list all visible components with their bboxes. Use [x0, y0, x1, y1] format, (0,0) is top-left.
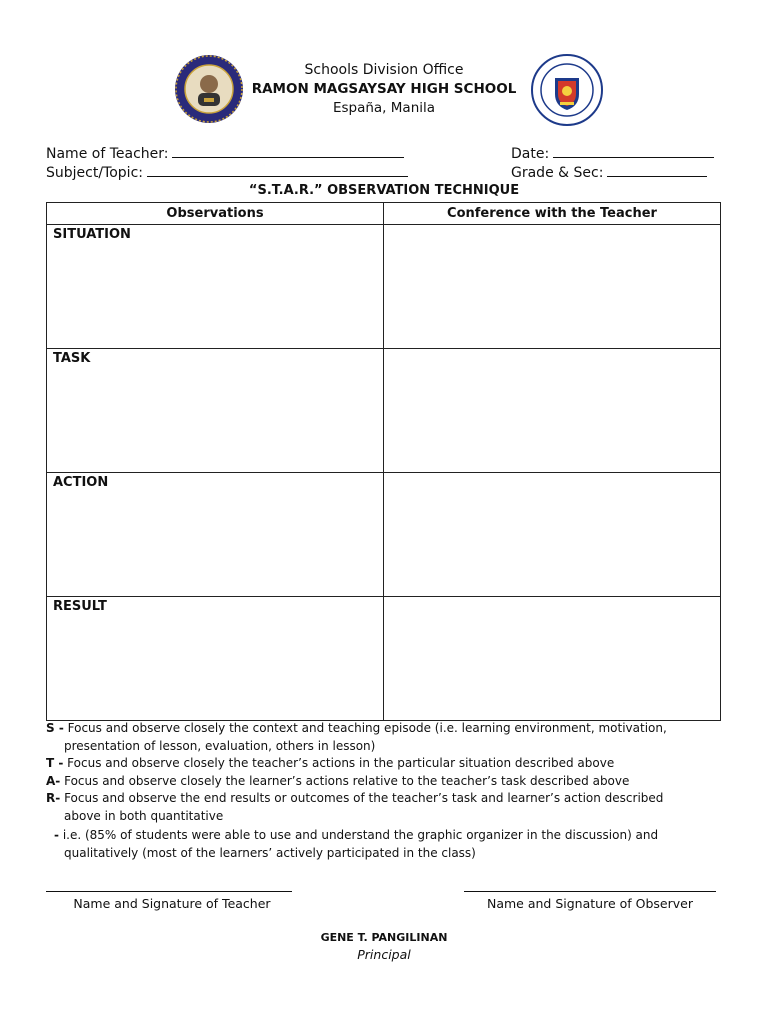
- school-name: RAMON MAGSAYSAY HIGH SCHOOL: [251, 81, 517, 97]
- situation-observation-cell[interactable]: [47, 225, 384, 349]
- note-a-key: A-: [46, 773, 61, 788]
- note-a-text: Focus and observe closely the learner’s actions relative to the teacher’s task described above: [64, 773, 630, 788]
- grade-section-label: Grade & Sec:: [511, 165, 604, 181]
- note-a: [46, 773, 736, 791]
- task-row: [47, 349, 721, 473]
- teacher-name-field[interactable]: [46, 143, 404, 162]
- situation-conference-cell[interactable]: [384, 225, 721, 349]
- result-observation-cell[interactable]: [47, 597, 384, 721]
- star-observation-table: [46, 202, 721, 721]
- note-s: [46, 720, 736, 738]
- note-s-text: Focus and observe closely the context and teaching episode (i.e. learning environment, motivation,: [67, 721, 667, 735]
- action-label: ACTION: [53, 475, 109, 490]
- table-header-row: [47, 203, 721, 225]
- subject-topic-field[interactable]: [46, 162, 408, 181]
- teacher-signature-label: Name and Signature of Teacher: [73, 896, 271, 911]
- date-field[interactable]: [511, 143, 714, 162]
- school-location: España, Manila: [332, 100, 436, 116]
- situation-label: SITUATION: [53, 227, 131, 242]
- observer-signature-line[interactable]: [464, 891, 716, 892]
- action-observation-cell[interactable]: [47, 473, 384, 597]
- task-conference-cell[interactable]: [384, 349, 721, 473]
- teacher-signature-line[interactable]: [46, 891, 292, 892]
- task-label: TASK: [53, 351, 91, 366]
- note-ie: [46, 827, 736, 845]
- subject-topic-blank[interactable]: [147, 162, 408, 177]
- teacher-name-blank[interactable]: [172, 143, 404, 158]
- date-blank[interactable]: [553, 143, 714, 158]
- note-r-key: R-: [46, 791, 61, 805]
- result-row: [47, 597, 721, 721]
- subject-topic-label: Subject/Topic:: [46, 165, 143, 181]
- note-ie-cont: qualitatively (most of the learners’ actively participated in the class): [64, 845, 476, 860]
- note-s-cont: presentation of lesson, evaluation, others in lesson): [64, 738, 376, 753]
- grade-section-blank[interactable]: [607, 162, 707, 177]
- note-t-key: T -: [46, 756, 64, 770]
- division-office-text: Schools Division Office: [304, 62, 464, 78]
- result-label: RESULT: [53, 599, 107, 614]
- note-r-text: Focus and observe the end results or outcomes of the teacher’s task and learner’s action described: [64, 791, 664, 805]
- result-conference-cell[interactable]: [384, 597, 721, 721]
- grade-section-field[interactable]: [511, 162, 707, 181]
- note-s-key: S -: [46, 721, 64, 735]
- note-r: [46, 790, 736, 808]
- legend-notes: [46, 720, 736, 862]
- task-observation-cell[interactable]: [47, 349, 384, 473]
- action-conference-cell[interactable]: [384, 473, 721, 597]
- note-t-text: Focus and observe closely the teacher’s actions in the particular situation described above: [67, 756, 615, 770]
- observer-signature-label: Name and Signature of Observer: [487, 896, 693, 911]
- principal-name: GENE T. PANGILINAN: [320, 931, 448, 944]
- situation-row: [47, 225, 721, 349]
- action-row: [47, 473, 721, 597]
- principal-title: Principal: [357, 947, 411, 962]
- conference-column-header: Conference with the Teacher: [384, 203, 721, 225]
- note-ie-text: i.e. (85% of students were able to use and understand the graphic organizer in the discussion) and: [62, 828, 659, 842]
- note-r-cont: above in both quantitative: [64, 808, 224, 823]
- form-title: “S.T.A.R.” OBSERVATION TECHNIQUE: [248, 183, 520, 198]
- note-t: [46, 755, 736, 773]
- observations-column-header: Observations: [47, 203, 384, 225]
- teacher-name-label: Name of Teacher:: [46, 146, 169, 162]
- date-label: Date:: [511, 146, 550, 162]
- note-ie-dash: -: [54, 828, 59, 842]
